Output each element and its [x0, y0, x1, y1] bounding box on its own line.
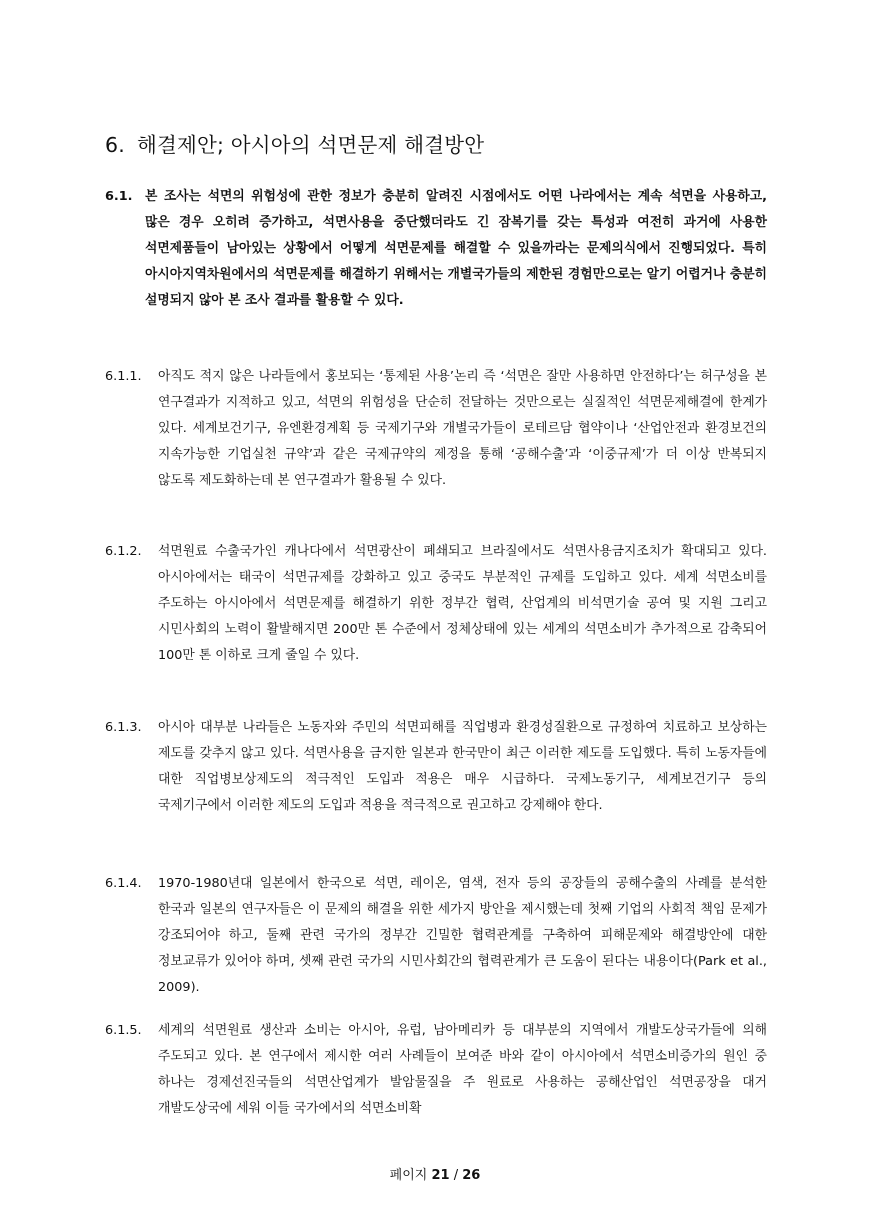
paragraph-number: 6.1. — [105, 189, 133, 204]
total-page-count: 26 — [462, 1168, 481, 1183]
paragraph-text: 1970-1980년대 일본에서 한국으로 석면, 레이온, 염색, 전자 등의 공장들의 공해수출의 사례를 분석한 한국과 일본의 연구자들은 이 문제의 해결을 위한 세가지 방안을 제시했는데 첫째 기업의 사회적 책임 문제가 강조되어야 하고, 둘째 관련 국가의 정부간 긴밀한 협력관계를 구축하여 피해문제와 해결방안에 대한 정보교류가 있어야 하며, 셋째 관련 국가의 시민사회간의 협력관계가 큰 도움이 된다는 내용이다(Park et al., 2009). — [158, 876, 767, 995]
paragraph-text: 석면원료 수출국가인 캐나다에서 석면광산이 폐쇄되고 브라질에서도 석면사용금지조치가 확대되고 있다. 아시아에서는 태국이 석면규제를 강화하고 있고 중국도 부분적인 규제를 도입하고 있다. 세계 석면소비를 주도하는 아시아에서 석면문제를 해결하기 위한 정부간 협력, 산업계의 비석면기술 공여 및 지원 그리고 시민사회의 노력이 활발해지면 200만 톤 수준에서 정체상태에 있는 세계의 석면소비가 추가적으로 감축되어 100만 톤 이하로 크게 줄일 수 있다. — [158, 544, 767, 663]
paragraph-text: 아직도 적지 않은 나라들에서 홍보되는 ‘통제된 사용’논리 즉 ‘석면은 잘만 사용하면 안전하다’는 허구성을 본 연구결과가 지적하고 있고, 석면의 위험성을 단순히 전달하는 것만으로는 실질적인 석면문제해결에 한계가 있다. 세계보건기구, 유엔환경계획 등 국제기구와 개별국가들이 로테르담 협약이나 ‘산업안전과 환경보건의 지속가능한 기업실천 규약’과 같은 국제규약의 제정을 통해 ‘공해수출’과 ‘이중규제’가 더 이상 반복되지 않도록 제도화하는데 본 연구결과가 활용될 수 있다. — [158, 369, 767, 488]
page-separator: / — [453, 1168, 459, 1183]
section-heading — [105, 128, 484, 158]
paragraph-6-1-3 — [105, 715, 767, 819]
paragraph-text: 아시아 대부분 나라들은 노동자와 주민의 석면피해를 직업병과 환경성질환으로 규정하여 치료하고 보상하는 제도를 갖추지 않고 있다. 석면사용을 금지한 일본과 한국만이 최근 이러한 제도를 도입했다. 특히 노동자들에 대한 직업병보상제도의 적극적인 도입과 적용은 매우 시급하다. 국제노동기구, 세계보건기구 등의 국제기구에서 이러한 제도의 도입과 적용을 적극적으로 권고하고 강제해야 한다. — [158, 720, 767, 813]
paragraph-6-1-5 — [105, 1018, 767, 1122]
current-page-number: 21 — [431, 1168, 450, 1183]
paragraph-6-1-1 — [105, 364, 767, 494]
paragraph-number: 6.1.5. — [105, 1023, 142, 1038]
paragraph-6-1-2 — [105, 539, 767, 669]
paragraph-text: 본 조사는 석면의 위험성에 관한 정보가 충분히 알려진 시점에서도 어떤 나라에서는 계속 석면을 사용하고, 많은 경우 오히려 증가하고, 석면사용을 중단했더라도 긴 잠복기를 갖는 특성과 여전히 과거에 사용한 석면제품들이 남아있는 상황에서 어떻게 석면문제를 해결할 수 있을까라는 문제의식에서 진행되었다. 특히 아시아지역차원에서의 석면문제를 해결하기 위해서는 개별국가들의 제한된 경험만으로는 알기 어렵거나 충분히 설명되지 않아 본 조사 결과를 활용할 수 있다. — [145, 189, 767, 308]
paragraph-number: 6.1.1. — [105, 369, 142, 384]
paragraph-6-1 — [105, 184, 767, 314]
paragraph-6-1-4 — [105, 871, 767, 1001]
paragraph-number: 6.1.3. — [105, 720, 142, 735]
page-label: 페이지 — [389, 1168, 428, 1183]
section-title: 해결제안; 아시아의 석면문제 해결방안 — [136, 133, 485, 157]
paragraph-text: 세계의 석면원료 생산과 소비는 아시아, 유럽, 남아메리카 등 대부분의 지역에서 개발도상국가들에 의해 주도되고 있다. 본 연구에서 제시한 여러 사례들이 보여준 바와 같이 아시아에서 석면소비증가의 원인 중 하나는 경제선진국들의 석면산업계가 발암물질을 주 원료로 사용하는 공해산업인 석면공장을 대거 개발도상국에 세워 이들 국가에서의 석면소비확 — [158, 1023, 767, 1116]
paragraph-number: 6.1.4. — [105, 876, 142, 891]
section-number: 6. — [105, 133, 125, 157]
page-footer — [0, 1164, 870, 1183]
paragraph-number: 6.1.2. — [105, 544, 142, 559]
